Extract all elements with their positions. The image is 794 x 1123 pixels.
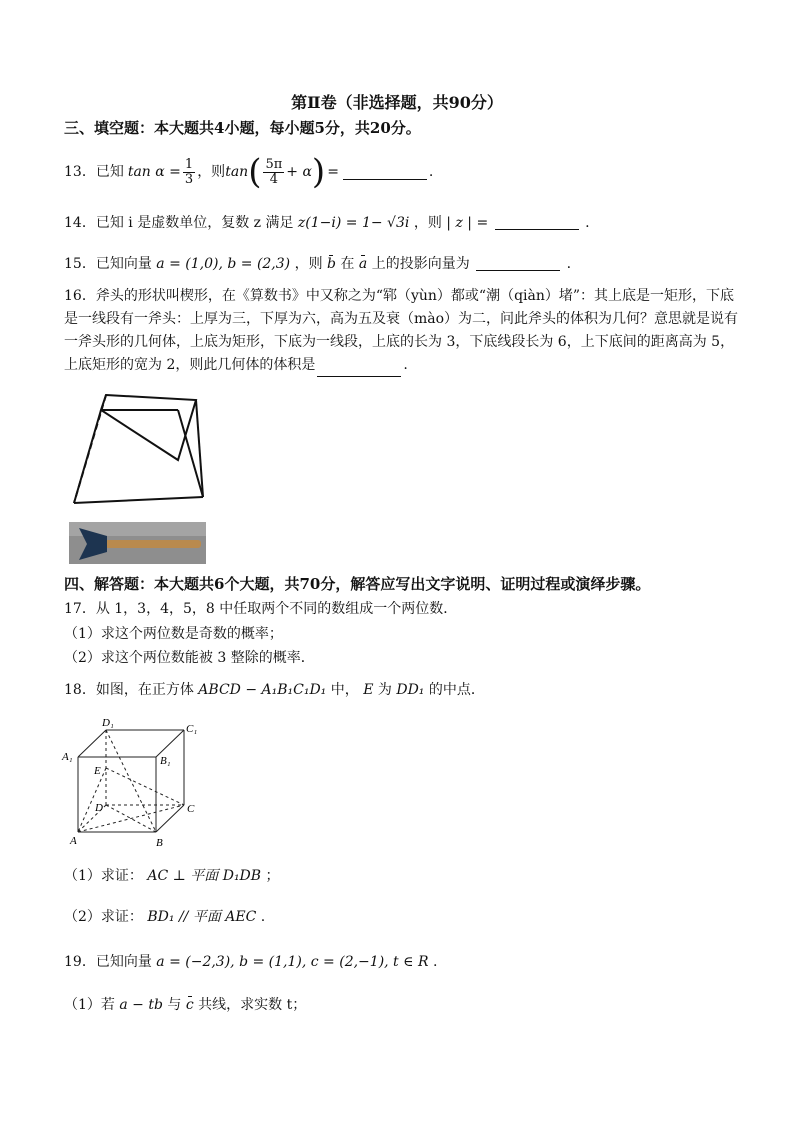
q13-frac-den: 3: [184, 171, 194, 187]
q16-end: .: [403, 357, 408, 373]
cube-label-e: E: [94, 765, 101, 777]
axe-photo: [69, 522, 206, 564]
q18-p2-math: BD₁ // 平面 AEC: [147, 909, 257, 925]
q19-p1-pre: （1）若: [64, 997, 115, 1013]
section-3-header: 三、填空题：本大题共4小题，每小题5分，共20分。: [64, 119, 421, 137]
q18-p1-end: ；: [265, 868, 280, 884]
q14-answer-blank[interactable]: [495, 215, 579, 230]
q18-p2-end: .: [260, 909, 266, 925]
cube-diagonal-ac: [78, 805, 184, 832]
cube-edge-bc: [156, 805, 184, 832]
cube-label-d: D: [95, 802, 103, 814]
cube-label-d1: D₁: [102, 717, 114, 729]
q16-text: 16．斧头的形状叫楔形，在《算数书》中又称之为“郓（yùn）都或“潮（qiàn）堵”：其上底是一矩形，下底是一线段有一斧头：上厚为三，下厚为六，高为五及衰（mào）为二，问此斧头的体积为几何？意思就是说有一斧头形的几何体，上底为矩形，下底为一线段，上底的长为 3，下底线段长为 6，上下底间的距离高为 5，上底矩形的宽为 2，则此几何体的体积是: [64, 288, 739, 373]
question-13: [64, 152, 433, 192]
question-18-part-2: [64, 910, 265, 924]
question-19-part-1: [64, 998, 306, 1012]
q15-mid: ，则: [294, 256, 323, 272]
q13-tan-expr: tan: [225, 164, 249, 180]
q15-answer-blank[interactable]: [476, 256, 560, 271]
cube-segment-ec: [106, 768, 184, 805]
part-title: 第Ⅱ卷（非选择题，共90分）: [291, 93, 503, 112]
q15-label: 15．已知向量: [64, 256, 152, 272]
q15-vector-b: b: [327, 256, 337, 272]
q13-answer-blank[interactable]: [343, 165, 427, 180]
question-15: [64, 256, 571, 271]
question-19-stem: [64, 955, 437, 969]
q19-p1-end: 共线，求实数 t；: [198, 997, 307, 1013]
q13-inner-den: 4: [269, 171, 278, 187]
axe-handle: [105, 540, 201, 548]
q18-stem-mid: 中，: [330, 682, 359, 698]
cube-label-a: A: [70, 835, 77, 847]
question-17-part-1: （1）求这个两位数是奇数的概率；: [64, 626, 283, 642]
question-18-stem: [64, 683, 485, 697]
q18-segment-dd1: DD₁: [396, 682, 425, 698]
q13-eq: =: [327, 164, 339, 180]
q16-answer-blank[interactable]: [317, 362, 401, 377]
question-16: [64, 285, 744, 377]
section-4-header: 四、解答题：本大题共6个大题，共70分，解答应写出文字说明、证明过程或演绎步骤。: [64, 575, 651, 593]
wedge-figure: [66, 385, 206, 515]
q13-frac-num: 1: [184, 156, 194, 172]
q13-mid: ，则: [197, 164, 226, 180]
cube-edge-b1c1: [156, 730, 184, 757]
q14-abs: | z | =: [446, 215, 489, 231]
cube-diagonal-d1b: [106, 730, 156, 832]
q19-p1-expr: a − tb: [119, 997, 163, 1013]
wedge-top-rectangle: [101, 395, 196, 460]
q13-inner-num: 5π: [265, 156, 283, 172]
q19-label: 19．已知向量: [64, 954, 152, 970]
q13-right-paren: ): [311, 152, 326, 192]
q13-fraction: [183, 158, 195, 187]
q14-text: 14．已知 i 是虚数单位，复数 z 满足: [64, 215, 294, 231]
q13-inner-rest: + α: [286, 164, 312, 180]
q19-p1-mid: 与: [167, 997, 182, 1013]
q14-end: .: [585, 215, 590, 231]
q13-inner-fraction: [263, 158, 284, 187]
question-18-part-1: [64, 869, 280, 883]
q19-end: .: [432, 954, 438, 970]
cube-segment-ea: [78, 768, 106, 832]
cube-label-c1: C₁: [186, 723, 198, 735]
q15-end: .: [566, 256, 572, 272]
q18-p1-math: AC ⊥ 平面 D₁DB: [147, 868, 262, 884]
cube-label-a1: A₁: [62, 751, 73, 763]
q14-mid: ，则: [413, 215, 442, 231]
q15-tail: 上的投影向量为: [371, 256, 470, 272]
q18-p2-pre: （2）求证：: [64, 909, 143, 925]
q18-stem-end: 的中点．: [428, 682, 485, 698]
q13-left-paren: (: [248, 152, 262, 192]
q18-stem-mid2: 为: [377, 682, 392, 698]
q18-p1-pre: （1）求证：: [64, 868, 143, 884]
q13-end: .: [428, 164, 434, 180]
q13-tan-given: tan α =: [127, 164, 181, 180]
cube-label-c: C: [187, 803, 195, 815]
q19-expr: a = (−2,3), b = (1,1), c = (2,−1), t ∈ R: [156, 954, 429, 970]
cube-figure: [60, 712, 210, 852]
question-14: [64, 215, 590, 230]
cube-label-b1: B₁: [160, 755, 171, 767]
q19-p1-vector-c: c: [185, 997, 194, 1013]
q18-point-e: E: [363, 682, 374, 698]
q15-vector-a: a: [358, 256, 368, 272]
q14-expr: z(1−i) = 1− √3i: [297, 215, 410, 231]
q13-label: 13．已知: [64, 164, 124, 180]
q15-zai: 在: [340, 256, 355, 272]
q15-expr: a = (1,0), b = (2,3): [156, 256, 291, 272]
q18-cube-name: ABCD − A₁B₁C₁D₁: [198, 682, 327, 698]
cube-edge-a1d1: [78, 730, 106, 757]
q18-stem-pre: 18．如图，在正方体: [64, 682, 194, 698]
wedge-bottom-line: [74, 497, 203, 503]
question-17-stem: 17．从 1，3，4，5，8 中任取两个不同的数组成一个两位数．: [64, 601, 458, 617]
cube-label-b: B: [156, 837, 163, 849]
question-17-part-2: （2）求这个两位数能被 3 整除的概率．: [64, 650, 315, 666]
